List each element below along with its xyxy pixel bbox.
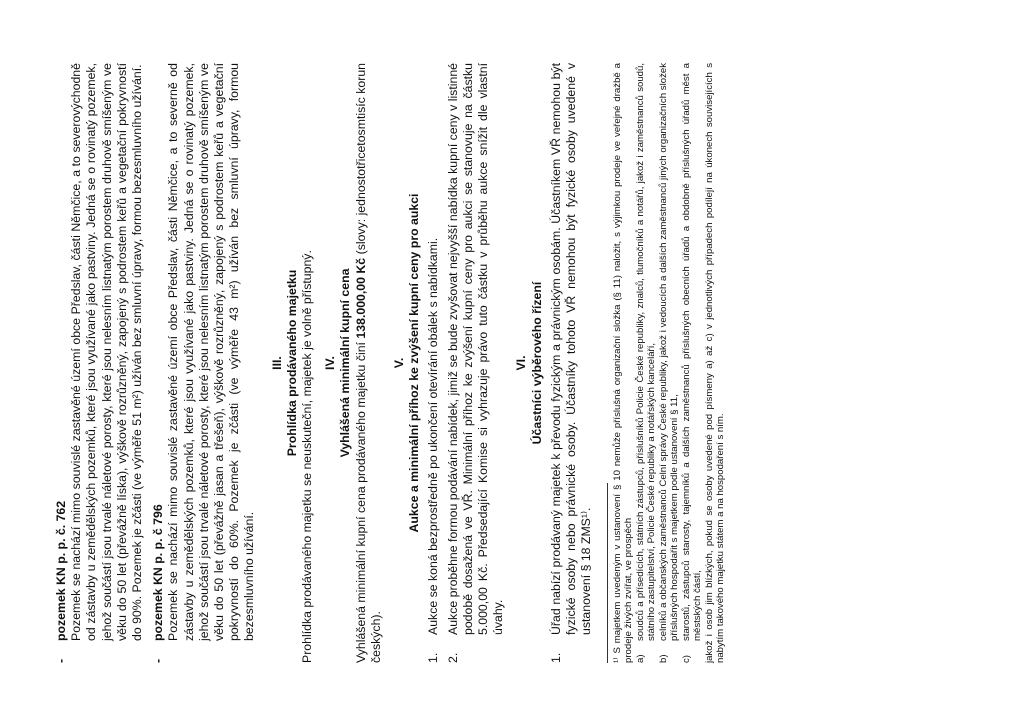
footnote-item: [658, 63, 681, 663]
section-5: [392, 63, 506, 663]
footnote-letter: c): [680, 655, 692, 663]
item-text: Úřad nabízí prodávaný majetek k převodu fyzickým a právnickým osobám. Účastníkem VŘ nemohou být fyzické osoby nebo právnické osoby. Účastníky tohoto VŘ nemohou být fyzické osoby uvedené v ustanovení § 18 ZMS¹⁾.: [548, 63, 594, 635]
list-dash: -: [54, 658, 68, 663]
item-number: 2.: [445, 652, 460, 663]
section-6-title: Účastníci výběrového řízení: [529, 281, 544, 445]
parcel-796-text: Pozemek se nachází mimo souvislé zastavěné území obce Předslav, části Němčice, a to severně od zástavby u zemědělských pozemků, které jsou využívané jako pastviny. Jedná se o rovinatý pozemek, jehož součástí jsou trvalé náletové porosty, které jsou nelesním listnatým porostem druhově smíšeným ve věku do 50 let (převážně jasan a třešeň), výškově rozrůzněný, zapojený s podrostem keřů a vegetační pokryvností do 60%. Pozemek je zčásti (ve výměře 43 m²) užíván bez smluvní úpravy, formou bezesmluvního užívání.: [166, 63, 257, 641]
section-4-text: [354, 63, 384, 663]
item-number: 1.: [548, 652, 563, 663]
section-5-title: Aukce a minimální příhoz ke zvýšení kupní ceny pro aukci: [407, 193, 422, 533]
parcel-762-block: [54, 63, 149, 663]
footnote-outro: jakož i osob jim blízkých, pokud se osoby uvedené pod písmeny a) až c) v jednotlivých případech podílejí na úkonech souvisejících s nabytím takového majetku státem a na hospodaření s ním.: [703, 63, 726, 663]
document-content: [52, 63, 727, 663]
price-text-after: (slovy: jednostotřicetosmtisíc korun českých).: [353, 62, 383, 663]
list-dash: -: [151, 658, 166, 663]
item-text: Aukce se koná bezprostředně po ukončení otevírání obálek s nabídkami.: [426, 237, 441, 635]
footnote-text: starostů, zástupců starosty, tajemníků a dalších zaměstnanců příslušných obecních úřadů a obdobně příslušných úřadů měst a městských částí,: [680, 63, 703, 641]
footnote-letter: a): [634, 654, 646, 663]
section-3-text: Prohlídka prodávaného majetku se neuskuteční, majetek je volně přístupný.: [300, 250, 315, 663]
footnote-text: soudců a přísedících, státních zástupců, příslušníků Policie České republiky, znalců, tlumočníků a notářů, jakož i zaměstnanců soudů, státního zastupitelství, Policie České republiky a notářských kanceláří,: [634, 63, 657, 641]
price-text-before: Vyhlášená minimální kupní cena prodávaného majetku činí: [353, 342, 368, 663]
footnote-text: celníků a občanských zaměstnanců Celní správy České republiky, jakož i vedoucích a dalších zaměstnanců jiných organizačních složek příslušných hospodařit s majetkem podle ustanovení § 11,: [657, 63, 680, 641]
section-3-numeral: III.: [269, 356, 284, 370]
list-item: [446, 63, 507, 663]
section-5-numeral: V.: [392, 357, 407, 369]
section-4-numeral: IV.: [323, 356, 338, 370]
item-number: 1.: [426, 652, 441, 663]
list-item: [426, 63, 441, 663]
section-4-title: Vyhlášená minimální kupní cena: [338, 268, 353, 458]
footnote-item: [635, 63, 658, 663]
footnote-item: [681, 63, 704, 663]
parcel-762-text: Pozemek se nachází mimo souvislé zastavěné území obce Předslav, části Němčice, a to severovýchodně od zástavby u zemědělských pozemků, které jsou využívané jako pastviny. Jedná se o rovinatý pozemek, jehož součástí jsou trvalé náletové porosty, které jsou nelesním listnatým porostem druhově smíšeným ve věku do 50 let (převážně líska), výškově rozrůzněný, zapojený s podrostem keřů a vegetační pokryvností do 90%. Pozemek je zčásti (ve výměře 51 m²) užíván bez smluvní úpravy, formou bezesmluvního užívání.: [69, 63, 145, 641]
parcel-796-title: pozemek KN p. p. č 796: [151, 504, 166, 641]
price-amount: 138.000,00 Kč: [353, 257, 368, 339]
footnote-divider: [607, 483, 608, 663]
list-item: [549, 63, 595, 663]
section-3: [270, 63, 316, 663]
parcel-762-title: pozemek KN p. p. č. 762: [54, 500, 68, 641]
section-4: [323, 63, 384, 663]
footnotes: [612, 63, 727, 663]
parcel-796-block: [151, 63, 261, 663]
section-3-title: Prohlídka prodávaného majetku: [284, 269, 299, 457]
section-6: [514, 63, 594, 663]
footnote-intro: ¹⁾ S majetkem uvedeným v ustanovení § 10 nemůže příslušná organizační složka (§ 11) naložit, s výjimkou prodeje ve veřejné dražbě a prodeje živých zvířat, ve prospěch: [611, 63, 634, 663]
item-text: Aukce proběhne formou podávání nabídek, jimiž se bude zvyšovat nejvyšší nabídka kupní ceny v listinné podobě dosažená ve VŘ. Minimální příhoz ke zvýšení kupní ceny pro aukci se stanovuje na částku 5.000,00 Kč. Předsedající Komise si vyhrazuje právo tuto částku v průběhu aukce snížit dle vlastní úvahy.: [445, 63, 506, 635]
footnote-letter: b): [657, 654, 669, 663]
section-6-numeral: VI.: [514, 355, 529, 371]
